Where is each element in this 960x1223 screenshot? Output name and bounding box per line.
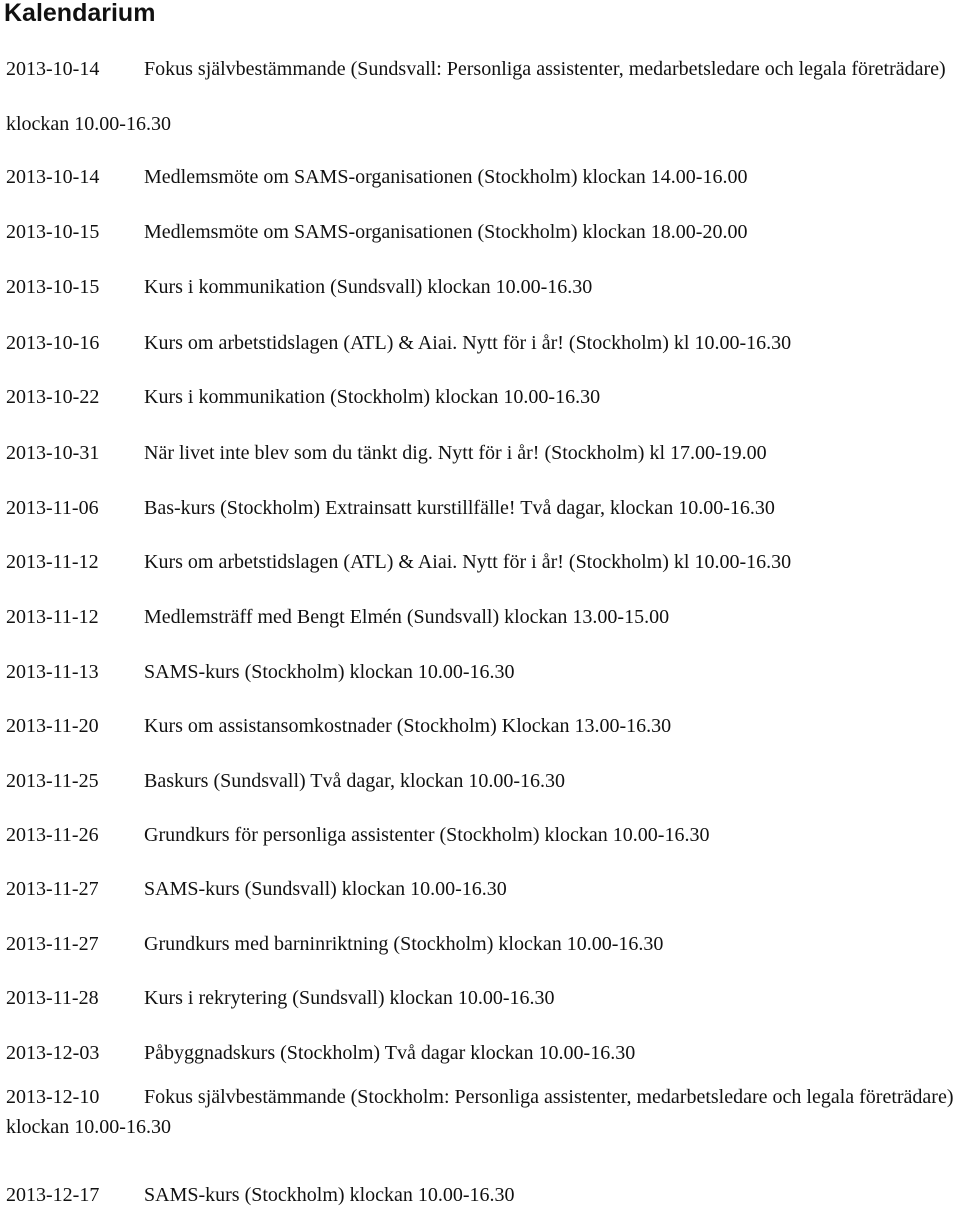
event-item bbox=[6, 370, 958, 425]
event-description: Kurs i rekrytering (Sundsvall) klockan 10.00-16.30 bbox=[144, 987, 555, 1009]
event-item bbox=[6, 590, 958, 645]
event-date: 2013-11-20 bbox=[6, 715, 99, 737]
event-description: Medlemsträff med Bengt Elmén (Sundsvall) klockan 13.00-15.00 bbox=[144, 606, 670, 628]
event-item bbox=[6, 260, 958, 315]
event-date: 2013-11-25 bbox=[6, 770, 99, 792]
event-date: 2013-11-27 bbox=[6, 933, 99, 955]
event-item bbox=[6, 1026, 958, 1081]
event-description: SAMS-kurs (Sundsvall) klockan 10.00-16.30 bbox=[144, 878, 507, 900]
event-item bbox=[6, 150, 958, 205]
event-item bbox=[6, 426, 958, 481]
event-item bbox=[6, 481, 958, 536]
event-description: Grundkurs för personliga assistenter (Stockholm) klockan 10.00-16.30 bbox=[144, 824, 710, 846]
event-description: Kurs i kommunikation (Sundsvall) klockan 10.00-16.30 bbox=[144, 276, 593, 298]
event-item bbox=[6, 535, 958, 590]
event-date: 2013-10-22 bbox=[6, 386, 100, 408]
event-date: 2013-12-03 bbox=[6, 1042, 100, 1064]
event-item bbox=[6, 645, 958, 700]
event-description: Medlemsmöte om SAMS-organisationen (Stockholm) klockan 18.00-20.00 bbox=[144, 221, 748, 243]
event-description: Påbyggnadskurs (Stockholm) Två dagar klockan 10.00-16.30 bbox=[144, 1042, 636, 1064]
event-description: När livet inte blev som du tänkt dig. Nytt för i år! (Stockholm) kl 17.00-19.00 bbox=[144, 442, 767, 464]
event-date: 2013-11-26 bbox=[6, 824, 99, 846]
event-item bbox=[6, 754, 958, 809]
event-date: 2013-10-31 bbox=[6, 442, 100, 464]
event-date: 2013-10-14 bbox=[6, 166, 100, 188]
event-item bbox=[6, 205, 958, 260]
event-date: 2013-12-17 bbox=[6, 1184, 100, 1206]
event-item bbox=[6, 42, 958, 152]
event-item bbox=[6, 316, 958, 371]
event-date: 2013-12-10 bbox=[6, 1086, 100, 1108]
event-item bbox=[6, 1082, 958, 1142]
event-description: Fokus självbestämmande (Sundsvall: Personliga assistenter, medarbetsledare och legala företrädare) klockan 10.00-16.30 bbox=[6, 58, 946, 135]
event-description: Kurs om arbetstidslagen (ATL) & Aiai. Nytt för i år! (Stockholm) kl 10.00-16.30 bbox=[144, 332, 792, 354]
event-date: 2013-11-06 bbox=[6, 497, 99, 519]
event-item bbox=[6, 808, 958, 863]
event-date: 2013-11-13 bbox=[6, 661, 99, 683]
event-description: Kurs om arbetstidslagen (ATL) & Aiai. Nytt för i år! (Stockholm) kl 10.00-16.30 bbox=[144, 551, 792, 573]
event-item bbox=[6, 862, 958, 917]
event-date: 2013-11-28 bbox=[6, 987, 99, 1009]
event-description: Baskurs (Sundsvall) Två dagar, klockan 10.00-16.30 bbox=[144, 770, 565, 792]
event-description: Kurs i kommunikation (Stockholm) klockan 10.00-16.30 bbox=[144, 386, 601, 408]
event-date: 2013-10-15 bbox=[6, 221, 100, 243]
event-description: Bas-kurs (Stockholm) Extrainsatt kurstillfälle! Två dagar, klockan 10.00-16.30 bbox=[144, 497, 775, 519]
event-item bbox=[6, 1168, 958, 1223]
event-description: SAMS-kurs (Stockholm) klockan 10.00-16.30 bbox=[144, 661, 515, 683]
event-description: Kurs om assistansomkostnader (Stockholm) Klockan 13.00-16.30 bbox=[144, 715, 672, 737]
event-date: 2013-10-16 bbox=[6, 332, 100, 354]
page-title: Kalendarium bbox=[4, 0, 156, 27]
event-item bbox=[6, 917, 958, 972]
event-description: Grundkurs med barninriktning (Stockholm) klockan 10.00-16.30 bbox=[144, 933, 664, 955]
event-date: 2013-10-15 bbox=[6, 276, 100, 298]
event-date: 2013-11-12 bbox=[6, 606, 99, 628]
event-description: SAMS-kurs (Stockholm) klockan 10.00-16.30 bbox=[144, 1184, 515, 1206]
event-date: 2013-10-14 bbox=[6, 58, 100, 80]
event-item bbox=[6, 699, 958, 754]
event-description: Fokus självbestämmande (Stockholm: Personliga assistenter, medarbetsledare och legala företrädare) klockan 10.00-16.30 bbox=[6, 1086, 954, 1138]
event-date: 2013-11-12 bbox=[6, 551, 99, 573]
event-description: Medlemsmöte om SAMS-organisationen (Stockholm) klockan 14.00-16.00 bbox=[144, 166, 748, 188]
event-date: 2013-11-27 bbox=[6, 878, 99, 900]
event-item bbox=[6, 971, 958, 1026]
